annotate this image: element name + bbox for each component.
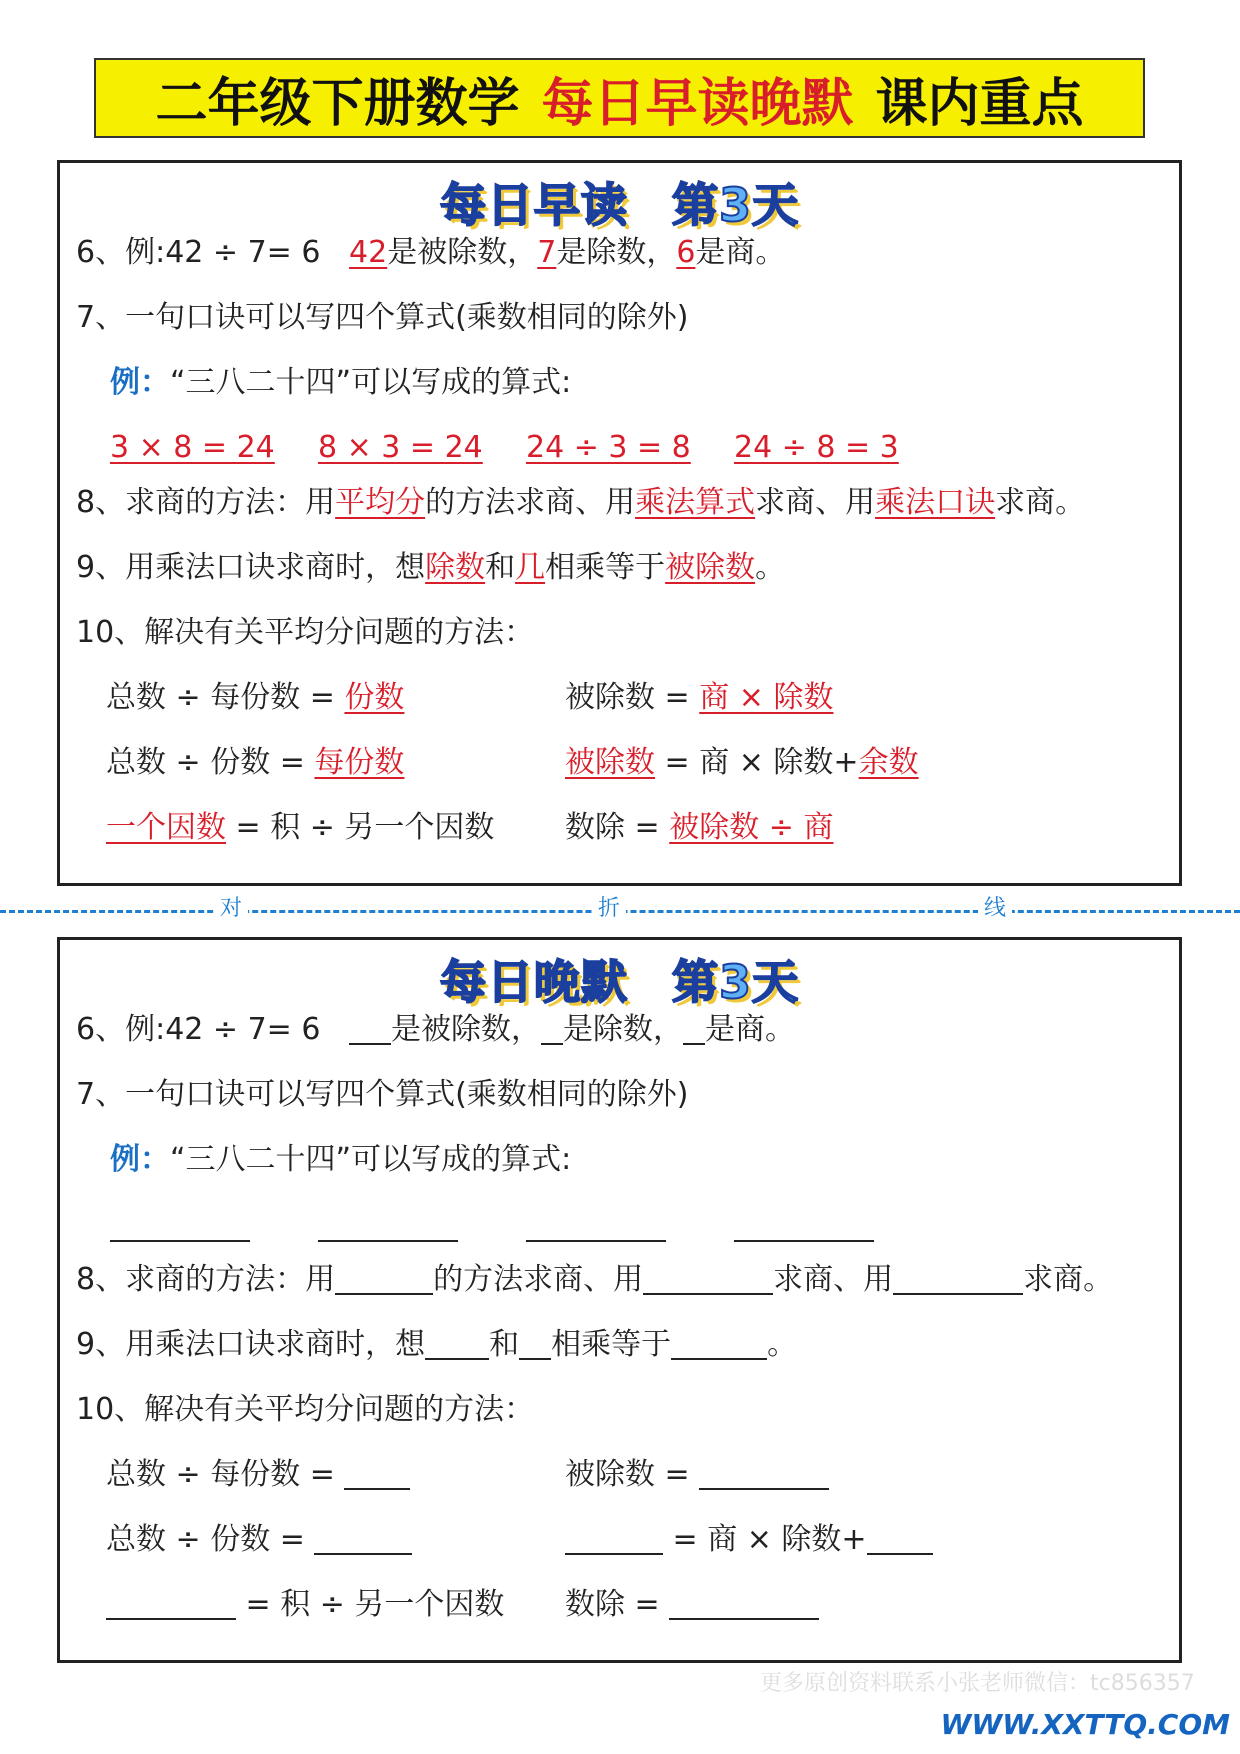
- blank-equation-2[interactable]: [318, 1240, 458, 1242]
- morning-equation-2: [318, 428, 483, 468]
- blank[interactable]: [314, 1523, 412, 1555]
- text: 总数 ÷ 每份数 =: [106, 1457, 335, 1492]
- equation: 3 × 8 = 24: [110, 430, 275, 465]
- evening-dictation-panel: [57, 937, 1182, 1663]
- evening-title-day: 第3天: [671, 955, 799, 1009]
- text: 的方法求商、用: [433, 1262, 644, 1297]
- answer: 每份数: [314, 745, 405, 780]
- fold-label-2: 折: [592, 895, 626, 923]
- answer-quotient: 6: [676, 235, 696, 270]
- text: = 积 ÷ 另一个因数: [245, 1587, 505, 1622]
- answer: 被除数: [665, 550, 756, 585]
- banner-grade: 二年级下册数学: [155, 73, 520, 134]
- morning-equation-3: [526, 428, 691, 468]
- blank[interactable]: [344, 1458, 410, 1490]
- text: 总数 ÷ 份数 =: [106, 745, 305, 780]
- answer-divisor: 7: [537, 235, 557, 270]
- evening-item-9: [76, 1325, 797, 1365]
- blank[interactable]: [335, 1263, 433, 1295]
- text: 是除数，: [563, 1012, 684, 1047]
- morning-formula-1-right: [565, 678, 833, 718]
- blank[interactable]: [425, 1328, 489, 1360]
- text: 8、求商的方法：用: [76, 1262, 336, 1297]
- text: 被除数 =: [565, 680, 690, 715]
- answer-dividend: 42: [349, 235, 388, 270]
- text: 求商、用: [755, 485, 876, 520]
- answer: 几: [515, 550, 546, 585]
- evening-item-10: 10、解决有关平均分问题的方法：: [76, 1392, 535, 1427]
- example-text: “三八二十四”可以写成的算式:: [170, 1142, 572, 1177]
- blank-equation-3[interactable]: [526, 1240, 666, 1242]
- morning-formula-1-left: [106, 678, 404, 718]
- evening-formula-1-left: [106, 1455, 410, 1495]
- evening-item-8: [76, 1260, 1113, 1300]
- answer: 被除数 ÷ 商: [669, 810, 834, 845]
- example-label: 例：: [110, 365, 170, 400]
- blank[interactable]: [106, 1588, 236, 1620]
- evening-item-7: 7、一句口诀可以写四个算式(乘数相同的除外): [76, 1077, 689, 1112]
- text: 。: [755, 550, 786, 585]
- evening-formula-2-right: [565, 1520, 933, 1560]
- blank-equation-4[interactable]: [734, 1240, 874, 1242]
- text: 求商、用: [773, 1262, 894, 1297]
- morning-formula-2-right: [565, 743, 919, 783]
- text: 总数 ÷ 每份数 =: [106, 680, 335, 715]
- morning-equation-1: [110, 428, 275, 468]
- evening-formula-3-right: [565, 1585, 819, 1625]
- site-url[interactable]: WWW.XXTTQ.COM: [940, 1708, 1230, 1741]
- fold-label-1: 对: [214, 895, 248, 923]
- example-text: “三八二十四”可以写成的算式:: [170, 365, 572, 400]
- morning-example: [110, 363, 571, 403]
- fold-label-3: 线: [978, 895, 1012, 923]
- morning-item-7: 7、一句口诀可以写四个算式(乘数相同的除外): [76, 300, 689, 335]
- answer: 份数: [344, 680, 405, 715]
- morning-panel-title: [60, 169, 1179, 235]
- text: 是商。: [705, 1012, 796, 1047]
- morning-title-day: 第3天: [671, 178, 799, 232]
- evening-panel-title: [60, 946, 1179, 1012]
- equation: 24 ÷ 3 = 8: [526, 430, 691, 465]
- banner-subtitle: 每日早读晚默: [541, 73, 854, 134]
- morning-formula-3-left: [106, 808, 494, 848]
- blank-dividend[interactable]: [349, 1013, 391, 1045]
- text: 数除 =: [565, 1587, 660, 1622]
- blank[interactable]: [893, 1263, 1023, 1295]
- equation: 24 ÷ 8 = 3: [734, 430, 899, 465]
- watermark: 更多原创资料联系小张老师微信：tc856357: [760, 1671, 1195, 1696]
- answer: 商 × 除数: [699, 680, 834, 715]
- blank[interactable]: [699, 1458, 829, 1490]
- morning-item-9: [76, 548, 785, 588]
- text: 是被除数，: [391, 1012, 542, 1047]
- text: 8、求商的方法：用: [76, 485, 336, 520]
- answer: 乘法算式: [635, 485, 756, 520]
- evening-formula-1-right: [565, 1455, 829, 1495]
- evening-title-label: 每日晚默: [439, 955, 628, 1009]
- morning-item-10: 10、解决有关平均分问题的方法：: [76, 615, 535, 650]
- text: 总数 ÷ 份数 =: [106, 1522, 305, 1557]
- evening-formula-2-left: [106, 1520, 412, 1560]
- morning-reading-panel: [57, 160, 1182, 886]
- morning-item-6: [76, 233, 785, 273]
- text: 的方法求商、用: [425, 485, 636, 520]
- answer: 一个因数: [106, 810, 226, 845]
- morning-equation-4: [734, 428, 899, 468]
- text: 数除 =: [565, 810, 660, 845]
- page-banner: [94, 58, 1145, 138]
- answer: 被除数: [565, 745, 655, 780]
- evening-formula-3-left: [106, 1585, 504, 1625]
- example-label: 例：: [110, 1142, 170, 1177]
- text: 求商。: [1023, 1262, 1114, 1297]
- evening-item-6: [76, 1010, 795, 1050]
- text: 。: [767, 1327, 798, 1362]
- answer: 余数: [858, 745, 919, 780]
- text: = 商 × 除数+: [664, 745, 859, 780]
- blank[interactable]: [643, 1263, 773, 1295]
- morning-title-label: 每日早读: [439, 178, 628, 232]
- blank[interactable]: [519, 1328, 551, 1360]
- equation: 8 × 3 = 24: [318, 430, 483, 465]
- text: = 商 × 除数+: [672, 1522, 867, 1557]
- text: 相乘等于: [545, 550, 666, 585]
- text: 是除数，: [556, 235, 677, 270]
- evening-example: [110, 1140, 571, 1180]
- blank[interactable]: [669, 1588, 819, 1620]
- text: = 积 ÷ 另一个因数: [235, 810, 495, 845]
- answer: 平均分: [335, 485, 426, 520]
- text: 是被除数，: [387, 235, 538, 270]
- answer: 乘法口诀: [875, 485, 996, 520]
- blank[interactable]: [671, 1328, 767, 1360]
- text: 和: [485, 550, 516, 585]
- text: 9、用乘法口诀求商时，想: [76, 550, 426, 585]
- text: 和: [489, 1327, 520, 1362]
- text: 求商。: [995, 485, 1086, 520]
- banner-topic: 课内重点: [875, 73, 1084, 134]
- blank-quotient[interactable]: [683, 1013, 705, 1045]
- blank[interactable]: [565, 1523, 663, 1555]
- item-6-prefix: 6、例:42 ÷ 7= 6: [76, 235, 321, 270]
- text: 相乘等于: [551, 1327, 672, 1362]
- blank[interactable]: [867, 1523, 933, 1555]
- blank-divisor[interactable]: [541, 1013, 563, 1045]
- morning-formula-3-right: [565, 808, 833, 848]
- answer: 除数: [425, 550, 486, 585]
- morning-item-8: [76, 483, 1085, 523]
- blank-equation-1[interactable]: [110, 1240, 250, 1242]
- morning-formula-2-left: [106, 743, 404, 783]
- text: 被除数 =: [565, 1457, 690, 1492]
- text: 9、用乘法口诀求商时，想: [76, 1327, 426, 1362]
- text: 6、例:42 ÷ 7= 6: [76, 1012, 321, 1047]
- text: 是商。: [695, 235, 786, 270]
